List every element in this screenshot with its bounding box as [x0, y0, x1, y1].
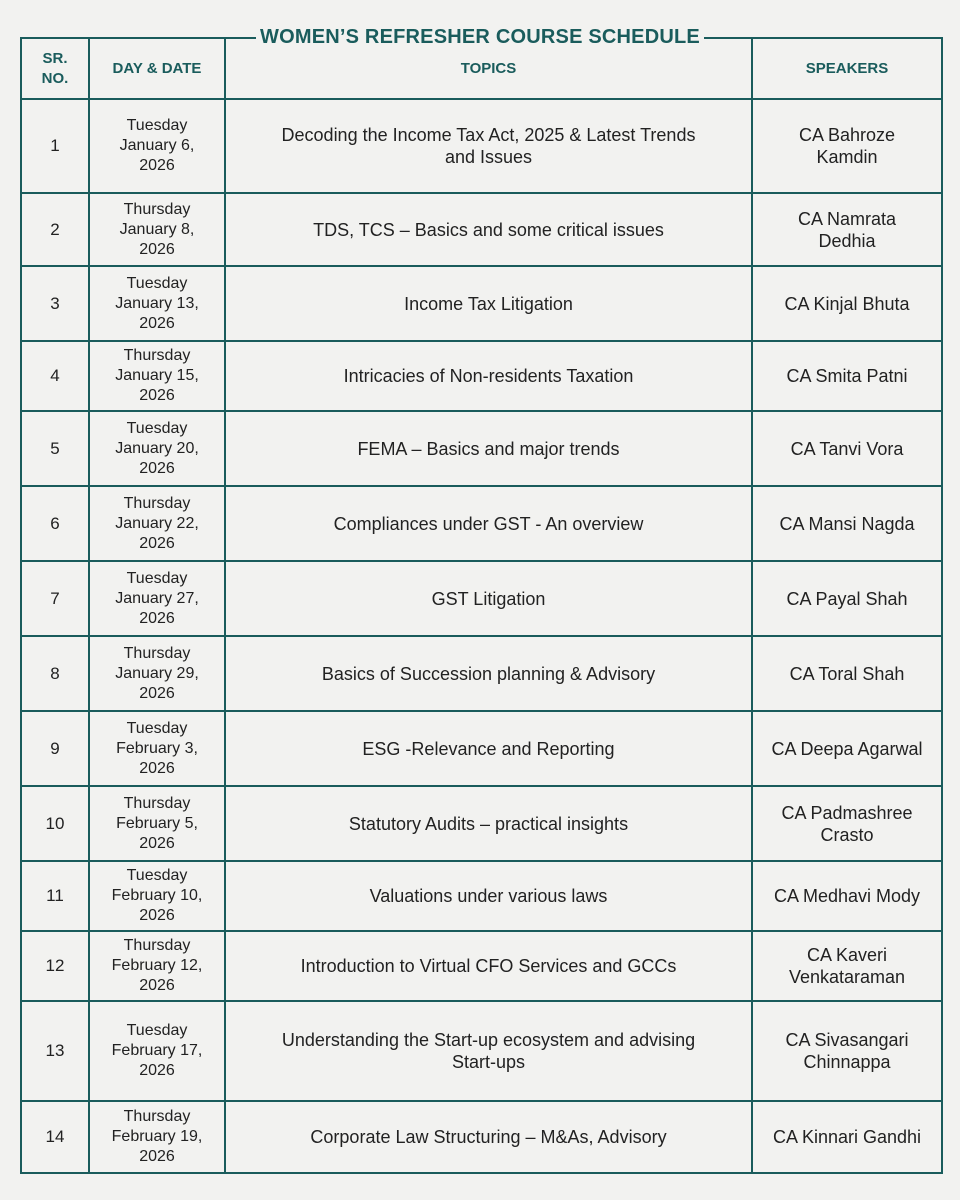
topic-text: Understanding the Start-up ecosystem and advising Start-ups	[281, 1030, 696, 1072]
sr-no: 2	[21, 193, 89, 266]
topic	[225, 411, 752, 486]
day: Tuesday	[126, 569, 188, 587]
year: 2026	[139, 834, 175, 852]
table-row	[21, 861, 942, 931]
topic-text: Basics of Succession planning & Advisory	[321, 663, 656, 684]
header-speakers: SPEAKERS	[752, 38, 942, 99]
speaker-name: CA Bahroze Kamdin	[798, 125, 896, 167]
day: Tuesday	[126, 117, 188, 134]
speaker	[752, 411, 942, 486]
date: January 8,	[119, 220, 195, 238]
table-row	[21, 266, 942, 341]
sr-no: 3	[21, 266, 89, 341]
table-row	[21, 561, 942, 636]
day-date	[89, 636, 225, 711]
day-date	[89, 931, 225, 1001]
topic	[225, 99, 752, 193]
year: 2026	[139, 240, 175, 258]
topic	[225, 561, 752, 636]
topic-text: GST Litigation	[431, 588, 546, 609]
topic-text: Decoding the Income Tax Act, 2025 & Latest Trends and Issues	[281, 125, 696, 167]
speaker-name: CA Kinnari Gandhi	[772, 1127, 922, 1147]
day: Thursday	[123, 644, 191, 662]
topic	[225, 193, 752, 266]
title-text: WOMEN’S REFRESHER COURSE SCHEDULE	[256, 26, 704, 48]
date: February 19,	[111, 1128, 203, 1145]
speaker-name: CA Namrata Dedhia	[797, 208, 897, 251]
day: Thursday	[123, 347, 191, 364]
speaker	[752, 786, 942, 861]
sr-no: 6	[21, 486, 89, 561]
year: 2026	[139, 684, 175, 702]
topic	[225, 931, 752, 1001]
date: January 15,	[115, 367, 199, 384]
speaker	[752, 931, 942, 1001]
table-row	[21, 786, 942, 861]
speaker	[752, 711, 942, 786]
day: Tuesday	[126, 1022, 188, 1039]
day: Tuesday	[126, 274, 188, 292]
schedule-title	[0, 24, 960, 50]
year: 2026	[139, 609, 175, 627]
header-date: DAY & DATE	[89, 38, 225, 99]
day-date	[89, 486, 225, 561]
speaker-name: CA Kinjal Bhuta	[784, 293, 910, 314]
table-row	[21, 636, 942, 711]
date: February 12,	[111, 957, 203, 974]
topic-text: Income Tax Litigation	[404, 293, 573, 314]
table-row	[21, 341, 942, 411]
year: 2026	[139, 387, 175, 404]
sr-no: 8	[21, 636, 89, 711]
speaker-name: CA Medhavi Mody	[773, 886, 921, 906]
sr-no: 1	[21, 99, 89, 193]
speaker-name: CA Toral Shah	[789, 663, 905, 684]
speaker-name: CA Sivasangari Chinnappa	[785, 1030, 909, 1072]
day-date	[89, 1001, 225, 1101]
day: Tuesday	[126, 419, 188, 437]
day-date	[89, 711, 225, 786]
topic-text: Intricacies of Non-residents Taxation	[343, 366, 634, 386]
date: February 10,	[111, 887, 203, 904]
speaker	[752, 341, 942, 411]
sr-no: 9	[21, 711, 89, 786]
topic-text: FEMA – Basics and major trends	[357, 438, 620, 459]
topic	[225, 266, 752, 341]
topic-text: Introduction to Virtual CFO Services and GCCs	[300, 956, 677, 976]
table-row	[21, 411, 942, 486]
year: 2026	[139, 534, 175, 552]
sr-no: 14	[21, 1101, 89, 1173]
day-date	[89, 786, 225, 861]
year: 2026	[139, 1062, 175, 1079]
day-date	[89, 1101, 225, 1173]
year: 2026	[139, 459, 175, 477]
header-topics: TOPICS	[225, 38, 752, 99]
day-date	[89, 266, 225, 341]
date: February 5,	[116, 814, 198, 832]
date: February 3,	[116, 739, 198, 757]
day-date	[89, 561, 225, 636]
sr-no: 7	[21, 561, 89, 636]
topic-text: Valuations under various laws	[369, 886, 608, 906]
topic	[225, 636, 752, 711]
speaker-name: CA Smita Patni	[786, 366, 908, 386]
sr-no: 11	[21, 861, 89, 931]
topic-text: ESG -Relevance and Reporting	[362, 738, 615, 759]
topic-text: Corporate Law Structuring – M&As, Advisory	[310, 1127, 667, 1147]
topic	[225, 1101, 752, 1173]
table-row	[21, 193, 942, 266]
topic	[225, 486, 752, 561]
sr-no: 12	[21, 931, 89, 1001]
day: Tuesday	[126, 867, 188, 884]
speaker	[752, 861, 942, 931]
year: 2026	[139, 977, 175, 994]
schedule-table	[20, 37, 943, 1174]
day: Thursday	[123, 200, 191, 218]
speaker-name: CA Payal Shah	[786, 588, 908, 609]
date: February 17,	[111, 1042, 203, 1059]
day: Thursday	[123, 494, 191, 512]
topic-text: Statutory Audits – practical insights	[348, 813, 629, 834]
year: 2026	[139, 157, 175, 174]
year: 2026	[139, 759, 175, 777]
speaker-name: CA Tanvi Vora	[790, 438, 904, 459]
header-sr: SR. NO.	[21, 38, 89, 99]
speaker-name: CA Padmashree Crasto	[781, 802, 913, 845]
speaker	[752, 1001, 942, 1101]
topic	[225, 861, 752, 931]
day: Thursday	[123, 1108, 191, 1125]
topic-text: Compliances under GST - An overview	[333, 513, 644, 534]
speaker	[752, 266, 942, 341]
topic	[225, 786, 752, 861]
speaker-name: CA Mansi Nagda	[779, 513, 915, 534]
date: January 13,	[115, 294, 199, 312]
day: Thursday	[123, 937, 191, 954]
speaker-name: CA Deepa Agarwal	[771, 738, 923, 759]
date: January 22,	[115, 514, 199, 532]
day-date	[89, 861, 225, 931]
sr-no: 4	[21, 341, 89, 411]
table-row	[21, 486, 942, 561]
day-date	[89, 411, 225, 486]
speaker	[752, 193, 942, 266]
date: January 20,	[115, 439, 199, 457]
sr-no: 10	[21, 786, 89, 861]
table-row	[21, 1001, 942, 1101]
day: Tuesday	[126, 719, 188, 737]
day-date	[89, 341, 225, 411]
speaker-name: CA Kaveri Venkataraman	[788, 945, 906, 987]
speaker	[752, 1101, 942, 1173]
topic-text: TDS, TCS – Basics and some critical issues	[313, 219, 664, 240]
topic	[225, 341, 752, 411]
year: 2026	[139, 1148, 175, 1165]
speaker	[752, 561, 942, 636]
date: January 29,	[115, 664, 199, 682]
topic	[225, 711, 752, 786]
speaker	[752, 99, 942, 193]
sr-no: 13	[21, 1001, 89, 1101]
speaker	[752, 486, 942, 561]
day: Thursday	[123, 794, 191, 812]
table-row	[21, 711, 942, 786]
date: January 27,	[115, 589, 199, 607]
sr-no: 5	[21, 411, 89, 486]
year: 2026	[139, 907, 175, 924]
day-date	[89, 193, 225, 266]
table-row	[21, 99, 942, 193]
topic	[225, 1001, 752, 1101]
table-row	[21, 1101, 942, 1173]
day-date	[89, 99, 225, 193]
year: 2026	[139, 314, 175, 332]
table-row	[21, 931, 942, 1001]
speaker	[752, 636, 942, 711]
date: January 6,	[119, 137, 195, 154]
